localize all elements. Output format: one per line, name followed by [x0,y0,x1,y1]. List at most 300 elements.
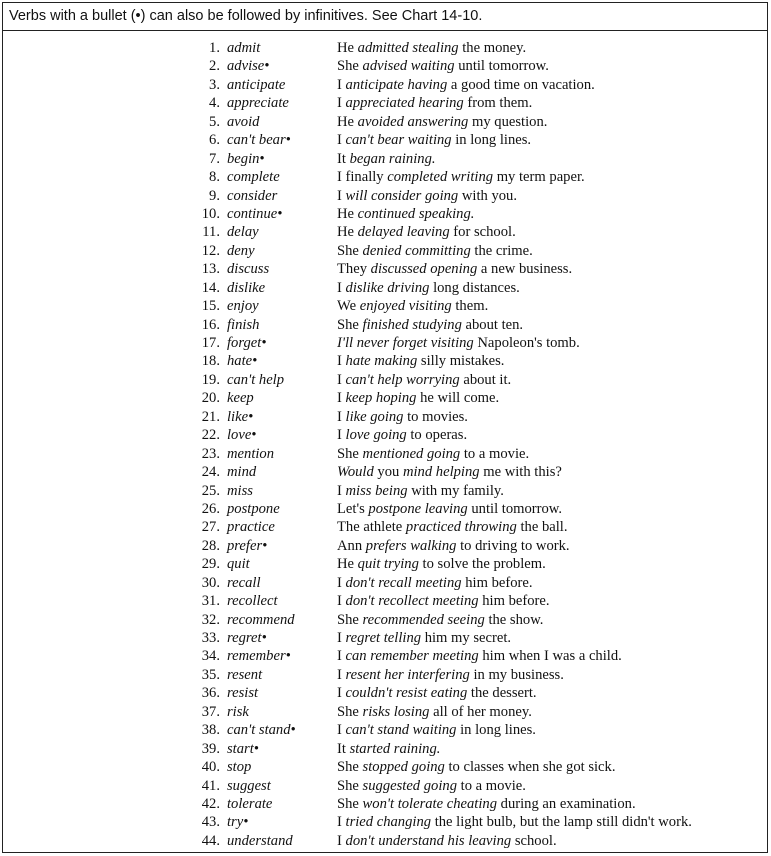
verb-number: 34. [201,648,220,665]
verb-number: 9. [209,187,220,204]
verb-word: consider [227,187,278,204]
example-sentence [337,94,532,112]
verb-number: 29. [201,556,220,573]
example-text: I [337,371,346,388]
example-text: the crime. [470,242,533,259]
example-sentence [337,242,533,260]
example-gerund-phrase: suggested going [362,777,457,794]
example-sentence [337,721,536,739]
verb-row [3,223,767,241]
example-sentence [337,205,474,223]
example-text: a new business. [477,261,573,278]
example-text: Napoleon's tomb. [473,335,580,351]
example-gerund-phrase: delayed leaving [357,224,450,241]
verb-number: 15. [201,298,220,315]
verb-row [3,537,767,555]
verb-word: recollect [227,593,278,610]
example-sentence [337,740,440,758]
verb-row [3,482,767,500]
verb-word: miss [227,482,253,499]
example-text: school. [511,832,557,849]
example-text: to driving to work. [456,537,570,554]
example-text: all of her money. [429,703,532,720]
verb-row [3,740,767,758]
verb-word: complete [227,169,280,186]
verb-row [3,168,767,186]
example-text: them. [451,298,489,315]
verb-number: 13. [201,261,220,278]
example-sentence [337,555,546,573]
example-text: until tomorrow. [454,58,549,75]
example-text: She [337,445,363,462]
example-text: I [337,279,346,296]
example-gerund-phrase: I'll never forget visiting [337,335,474,351]
verb-row [3,574,767,592]
chart-note: Verbs with a bullet (•) can also be followed by infinitives. See Chart 14-10. [3,3,767,31]
example-sentence [337,352,504,370]
example-sentence [337,537,570,555]
verb-row [3,666,767,684]
verb-number: 40. [201,759,220,776]
example-sentence [337,113,547,131]
example-sentence [337,518,568,536]
example-text: during an examination. [497,795,636,812]
verb-number: 36. [201,685,220,702]
verb-word: can't stand• [227,722,296,739]
example-sentence [337,39,526,57]
verb-number: 33. [201,630,220,646]
verb-number: 44. [201,832,220,849]
verb-number: 3. [209,76,220,93]
verb-row [3,777,767,795]
example-gerund-phrase: admitted stealing [357,40,459,56]
example-sentence [337,463,562,481]
verb-word: like• [227,408,254,425]
verb-word: advise• [227,58,270,75]
verb-word: mind [227,464,257,481]
example-text: him before. [478,593,550,610]
example-gerund-phrase: denied committing [362,242,471,259]
example-text: She [337,795,363,812]
verb-row [3,758,767,776]
example-gerund-phrase: mentioned going [362,445,461,462]
verb-word: recall [227,574,261,591]
verb-word: keep [227,390,254,407]
example-gerund-phrase: prefers walking [365,537,457,554]
verb-word: regret• [227,630,267,646]
example-gerund-phrase: can't help worrying [345,371,460,388]
example-gerund-phrase: discussed opening [370,261,478,278]
verb-number: 11. [202,224,220,241]
example-sentence [337,777,526,795]
example-sentence [337,500,562,518]
verb-row [3,242,767,260]
example-gerund-phrase: resent her interfering [345,666,470,683]
example-gerund-phrase: anticipate having [345,76,448,93]
verb-word: mention [227,445,275,462]
verb-word: remember• [227,648,291,665]
verb-row [3,187,767,205]
example-sentence [337,482,504,500]
example-sentence [337,76,595,94]
verb-number: 19. [201,371,220,388]
example-gerund-phrase: continued speaking. [357,205,475,222]
verb-number: 28. [201,537,220,554]
example-text: the money. [458,40,527,56]
example-text: silly mistakes. [417,353,505,370]
example-text: me with this? [479,464,562,481]
verb-row [3,131,767,149]
example-text: Let's [337,500,369,517]
example-sentence [337,832,557,850]
example-text: about it. [459,371,512,388]
example-text: I finally [337,169,388,186]
example-sentence [337,279,520,297]
example-text: the dessert. [467,685,537,702]
example-text: I [337,574,346,591]
verb-row [3,518,767,536]
example-text: to classes when she got sick. [444,759,616,776]
example-text: She [337,242,363,259]
verb-row [3,371,767,389]
verb-number: 27. [201,519,220,536]
verb-number: 10. [201,205,220,222]
example-text: I [337,132,346,149]
example-sentence [337,684,537,702]
verb-number: 31. [201,593,220,610]
example-gerund-phrase: couldn't resist eating [345,685,468,702]
example-text: She [337,316,363,333]
verb-row [3,629,767,647]
example-gerund-phrase: appreciated hearing [345,95,464,112]
example-text: I [337,95,346,112]
example-sentence [337,592,550,610]
example-sentence [337,758,615,776]
verb-row [3,703,767,721]
verb-row [3,205,767,223]
example-text: the show. [484,611,544,628]
verb-word: admit [227,40,261,56]
verb-number: 38. [201,722,220,739]
verb-word: risk [227,703,249,720]
verb-word: continue• [227,205,283,222]
verb-row [3,39,767,57]
example-text: to a movie. [460,445,530,462]
verb-word: hate• [227,353,258,370]
example-gerund-phrase: can remember meeting [345,648,479,665]
verb-list [3,31,767,850]
example-sentence [337,666,564,684]
verb-row [3,408,767,426]
verb-word: recommend [227,611,295,628]
example-sentence [337,131,531,149]
example-sentence [337,647,622,665]
example-text: She [337,58,363,75]
verb-number: 1. [209,40,220,56]
example-sentence [337,187,517,205]
verb-row [3,279,767,297]
verb-word: postpone [227,500,280,517]
verb-row [3,500,767,518]
example-sentence [337,445,529,463]
example-sentence [337,223,516,241]
verb-row [3,94,767,112]
verb-word: enjoy [227,298,259,315]
verb-word: practice [227,519,275,536]
example-text: I [337,187,346,204]
verb-row [3,389,767,407]
verb-word: resist [227,685,259,702]
verb-word: anticipate [227,76,286,93]
example-gerund-phrase: regret telling [345,630,422,646]
verb-word: delay [227,224,259,241]
verb-number: 2. [209,58,220,75]
verb-number: 30. [201,574,220,591]
example-gerund-phrase: hate making [345,353,418,370]
verb-number: 6. [209,132,220,149]
verb-row [3,260,767,278]
example-text: about ten. [461,316,524,333]
verb-row [3,832,767,850]
verb-gerund-chart [2,2,768,853]
example-gerund-phrase: can't stand waiting [345,722,457,739]
example-text: to movies. [403,408,468,425]
verb-word: try• [227,814,249,831]
verb-row [3,334,767,352]
example-sentence [337,334,580,352]
example-sentence [337,703,532,721]
example-text: The athlete [337,519,406,536]
verb-word: can't bear• [227,132,291,149]
verb-row [3,316,767,334]
verb-number: 18. [201,353,220,370]
example-sentence [337,426,467,444]
verb-number: 21. [201,408,220,425]
example-gerund-phrase: won't tolerate cheating [362,795,497,812]
example-text: He [337,40,358,56]
verb-word: dislike [227,279,266,296]
example-sentence [337,408,468,426]
verb-row [3,57,767,75]
verb-row [3,463,767,481]
verb-row [3,113,767,131]
verb-word: stop [227,759,252,776]
verb-row [3,426,767,444]
example-sentence [337,316,523,334]
example-text: He [337,556,358,573]
example-sentence [337,813,692,831]
example-text: Ann [337,537,366,554]
example-text: I [337,390,346,407]
example-sentence [337,168,585,186]
example-text: I [337,408,346,425]
verb-word: discuss [227,261,270,278]
verb-row [3,684,767,702]
example-text: him before. [461,574,533,591]
example-text: I [337,685,346,702]
verb-number: 39. [201,740,220,757]
verb-word: finish [227,316,260,333]
verb-number: 14. [201,279,220,296]
example-gerund-phrase: stopped going [362,759,445,776]
example-gerund-phrase: quit trying [357,556,419,573]
verb-number: 17. [201,335,220,351]
example-sentence [337,297,488,315]
verb-word: resent [227,666,263,683]
verb-word: appreciate [227,95,289,112]
example-text: I [337,630,346,646]
verb-number: 16. [201,316,220,333]
verb-row [3,352,767,370]
example-text: She [337,703,363,720]
example-gerund-phrase: avoided answering [357,113,469,130]
example-text: I [337,427,346,444]
verb-row [3,555,767,573]
example-text: to a movie. [457,777,526,794]
example-text: a good time on vacation. [447,76,595,93]
verb-word: quit [227,556,250,573]
example-sentence [337,150,436,168]
example-sentence [337,611,543,629]
verb-row [3,813,767,831]
verb-number: 8. [209,169,220,186]
example-text: I [337,353,346,370]
verb-number: 23. [201,445,220,462]
verb-number: 4. [209,95,220,112]
example-gerund-phrase: recommended seeing [362,611,485,628]
verb-number: 7. [209,150,220,167]
verb-number: 25. [201,482,220,499]
example-gerund-phrase: love going [345,427,407,444]
example-text: him when I was a child. [478,648,622,665]
example-sentence [337,389,499,407]
example-gerund-phrase: will consider going [345,187,459,204]
verb-word: can't help [227,371,285,388]
example-text: They [337,261,371,278]
example-gerund-phrase: don't recall meeting [345,574,462,591]
verb-number: 12. [201,242,220,259]
verb-word: love• [227,427,257,444]
example-gerund-phrase: dislike driving [345,279,430,296]
example-text: from them. [463,95,533,112]
example-text: I [337,722,346,739]
example-text: to solve the problem. [418,556,546,573]
verb-word: tolerate [227,795,273,812]
verb-word: suggest [227,777,271,794]
example-sentence [337,260,572,278]
verb-word: understand [227,832,293,849]
example-sentence [337,371,511,389]
verb-word: prefer• [227,537,268,554]
verb-number: 32. [201,611,220,628]
example-text: He [337,113,358,130]
verb-number: 26. [201,500,220,517]
example-text: I [337,814,346,831]
example-text: I [337,593,346,610]
example-gerund-phrase: like going [345,408,404,425]
example-gerund-phrase: finished studying [362,316,462,333]
example-sentence [337,57,549,75]
verb-row [3,76,767,94]
verb-word: start• [227,740,259,757]
example-text: I [337,648,346,665]
example-text: in long lines. [456,722,536,739]
verb-row [3,445,767,463]
verb-row [3,150,767,168]
example-text: He [337,205,358,222]
example-gerund-phrase: risks losing [362,703,430,720]
verb-number: 37. [201,703,220,720]
example-text: in my business. [469,666,564,683]
example-text: you [373,464,403,481]
example-text: him my secret. [421,630,512,646]
verb-number: 5. [209,113,220,130]
verb-word: begin• [227,150,265,167]
verb-word: avoid [227,113,260,130]
verb-word: deny [227,242,255,259]
example-text: He [337,224,358,241]
example-text: long distances. [429,279,520,296]
example-sentence [337,629,511,647]
example-text: I [337,76,346,93]
example-gerund-phrase: enjoyed visiting [359,298,452,315]
example-gerund-phrase: Would [337,464,374,481]
example-text: She [337,611,363,628]
example-gerund-phrase: miss being [345,482,408,499]
example-text: the light bulb, but the lamp still didn't work. [431,814,692,831]
example-text: I [337,482,346,499]
example-gerund-phrase: began raining. [349,150,436,167]
verb-row [3,795,767,813]
verb-row [3,611,767,629]
verb-number: 42. [201,795,220,812]
verb-number: 43. [201,814,220,831]
example-text: I [337,832,346,849]
example-text: my question. [468,113,548,130]
verb-number: 22. [201,427,220,444]
verb-number: 41. [201,777,220,794]
example-text: to operas. [406,427,468,444]
example-text: in long lines. [451,132,532,149]
example-text: until tomorrow. [467,500,563,517]
example-gerund-phrase: started raining. [349,740,441,757]
example-text: for school. [449,224,516,241]
example-gerund-phrase: advised waiting [362,58,455,75]
example-gerund-phrase: don't understand his leaving [345,832,512,849]
example-text: It [337,150,350,167]
verb-word: forget• [227,335,267,351]
example-text: he will come. [416,390,500,407]
example-gerund-phrase: practiced throwing [405,519,517,536]
verb-number: 35. [201,666,220,683]
example-sentence [337,574,533,592]
example-text: We [337,298,360,315]
example-text: with you. [458,187,517,204]
example-text: with my family. [407,482,504,499]
example-gerund-phrase: can't bear waiting [345,132,452,149]
verb-row [3,592,767,610]
verb-row [3,297,767,315]
verb-row [3,721,767,739]
verb-number: 20. [201,390,220,407]
example-gerund-phrase: postpone leaving [368,500,468,517]
example-text: She [337,759,363,776]
example-gerund-phrase: completed writing [387,169,494,186]
verb-number: 24. [201,464,220,481]
verb-row [3,647,767,665]
example-text: I [337,666,346,683]
example-gerund-phrase: tried changing [345,814,432,831]
